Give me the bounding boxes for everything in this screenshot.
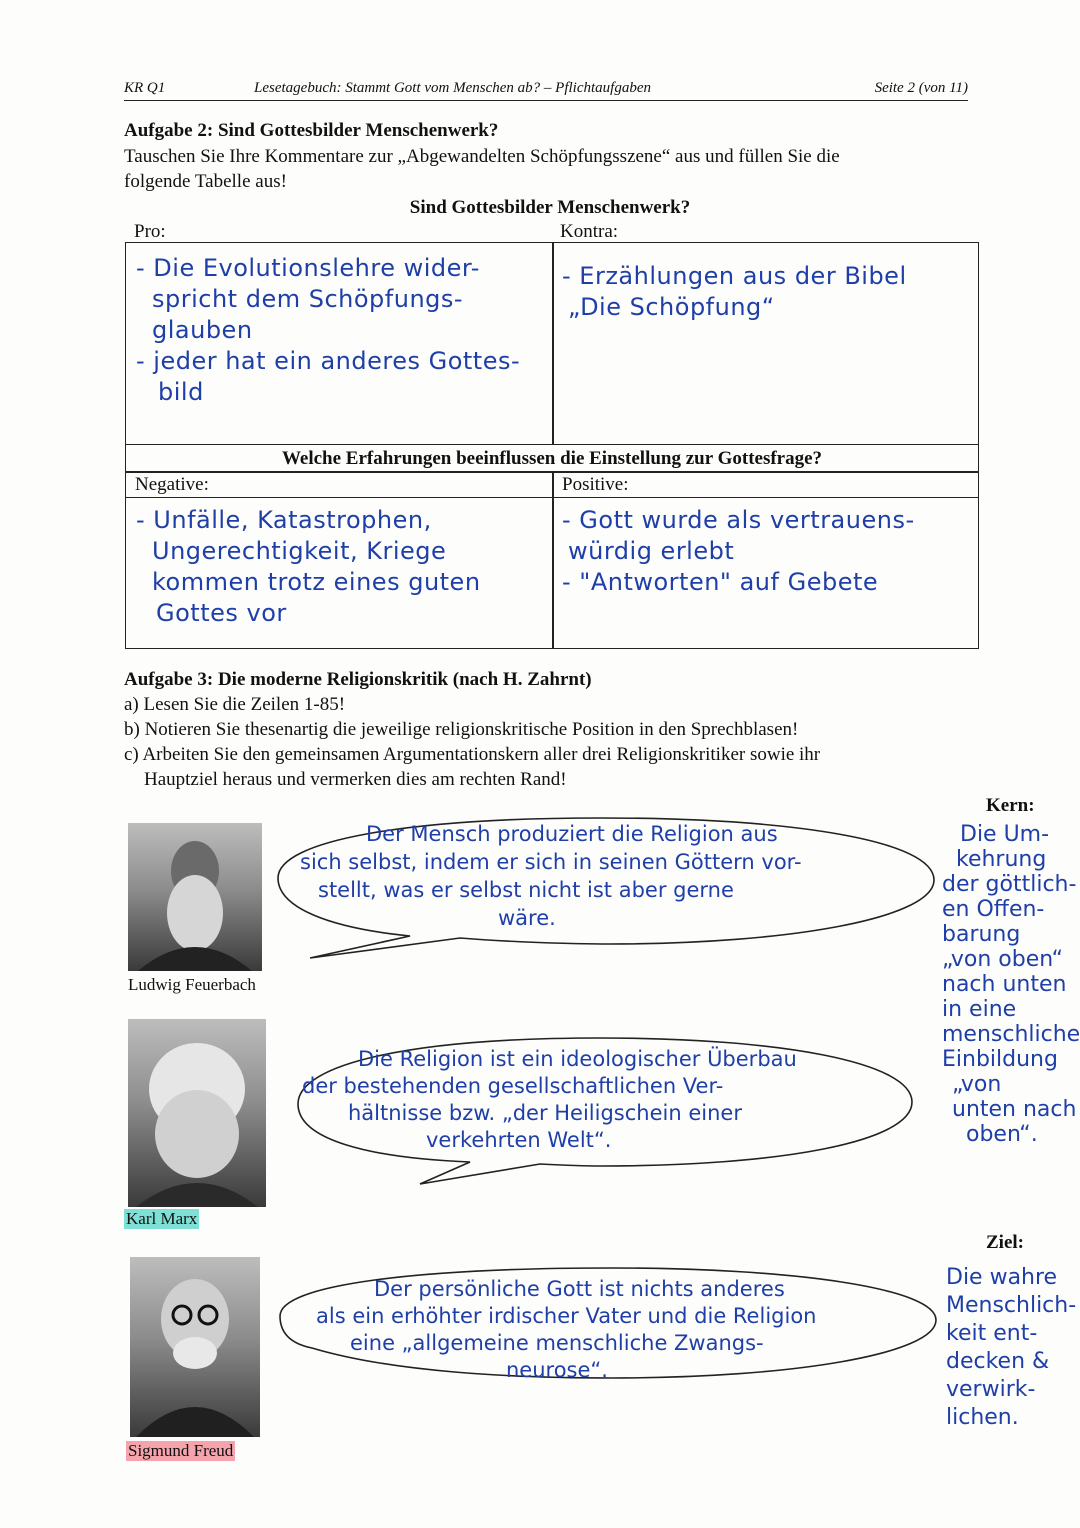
caption-freud: Sigmund Freud — [128, 1441, 234, 1460]
portrait-freud — [130, 1257, 260, 1437]
pro-line: glauben — [152, 316, 253, 344]
bubble-line: Der persönliche Gott ist nichts anderes — [374, 1277, 785, 1301]
negative-line: Ungerechtigkeit, Kriege — [152, 537, 447, 565]
portrait-marx — [128, 1019, 266, 1207]
course-code: KR Q1 — [124, 80, 166, 96]
task3-heading: Aufgabe 3: Die moderne Religionskritik (nach H. Zahrnt) — [124, 669, 592, 690]
task3-b: b) Notieren Sie thesenartig die jeweilige religionskritische Position in den Sprechblasen! — [124, 719, 799, 740]
bubble-line: wäre. — [498, 906, 556, 930]
kern-line: der göttlich- — [942, 872, 1077, 897]
column-divider — [552, 243, 554, 444]
ziel-line: keit ent- — [946, 1321, 1038, 1346]
ziel-line: verwirk- — [946, 1377, 1036, 1402]
kern-line: „von oben“ — [942, 947, 1063, 972]
pro-label: Pro: — [134, 221, 166, 242]
kern-line: nach unten — [942, 972, 1067, 997]
task3-c-2: Hauptziel heraus und vermerken dies am rechten Rand! — [144, 769, 567, 790]
negative-label: Negative: — [135, 474, 209, 495]
bubble-line: verkehrten Welt“. — [426, 1128, 612, 1152]
caption-feuerbach: Ludwig Feuerbach — [128, 975, 256, 994]
portrait-feuerbach — [128, 823, 262, 971]
negative-line: - Unfälle, Katastrophen, — [136, 506, 432, 534]
ziel-line: Die wahre — [946, 1265, 1058, 1290]
ziel-line: lichen. — [946, 1405, 1019, 1430]
experience-table — [125, 444, 979, 649]
contra-answers — [562, 261, 972, 323]
bubble-line: Die Religion ist ein ideologischer Überbau — [358, 1047, 797, 1071]
pro-line: bild — [158, 378, 204, 406]
ziel-label: Ziel: — [986, 1232, 1024, 1253]
positive-answers — [562, 505, 978, 598]
bubble-line: als ein erhöhter irdischer Vater und die Religion — [316, 1304, 817, 1328]
kern-line: unten nach — [952, 1097, 1077, 1122]
portrait-figure-icon — [128, 1019, 266, 1207]
kern-line: „von — [952, 1072, 1002, 1097]
bubble-line: neurose“. — [506, 1358, 608, 1382]
pro-contra-table — [125, 242, 979, 445]
negative-answers — [136, 505, 546, 629]
bubble-line: hältnisse bzw. „der Heiligschein einer — [348, 1101, 742, 1125]
kern-line: barung — [942, 922, 1021, 947]
bubble-text-freud — [316, 1276, 936, 1384]
positive-line: - "Antworten" auf Gebete — [562, 568, 879, 596]
positive-line: - Gott wurde als vertrauens- — [562, 506, 915, 534]
ziel-line: Menschlich- — [946, 1293, 1077, 1318]
bubble-line: eine „allgemeine menschliche Zwangs- — [350, 1331, 764, 1355]
kern-label: Kern: — [986, 795, 1035, 816]
pro-answers — [136, 253, 546, 408]
task2-instruction-2: folgende Tabelle aus! — [124, 171, 287, 192]
kern-line: en Offen- — [942, 897, 1045, 922]
task2-instruction-1: Tauschen Sie Ihre Kommentare zur „Abgewandelten Schöpfungsszene“ aus und füllen Sie die — [124, 146, 840, 167]
page-number: Seite 2 (von 11) — [874, 80, 968, 96]
bubble-line: Der Mensch produziert die Religion aus — [366, 822, 778, 846]
bubble-line: der bestehenden gesellschaftlichen Ver- — [302, 1074, 724, 1098]
pro-line: - jeder hat ein anderes Gottes- — [136, 347, 521, 375]
kern-notes — [942, 822, 1078, 1147]
kern-line: in eine — [942, 997, 1017, 1022]
document-title: Lesetagebuch: Stammt Gott vom Menschen ab? – Pflichtaufgaben — [254, 80, 652, 96]
task3-a: a) Lesen Sie die Zeilen 1-85! — [124, 694, 346, 715]
portrait-figure-icon — [130, 1257, 260, 1437]
column-divider — [552, 471, 554, 648]
page-header — [124, 80, 968, 101]
kern-line: Einbildung — [942, 1047, 1058, 1072]
kern-line: Die Um- — [960, 822, 1050, 847]
contra-line: „Die Schöpfung“ — [568, 293, 775, 321]
contra-line: - Erzählungen aus der Bibel — [562, 262, 907, 290]
contra-label: Kontra: — [560, 221, 619, 242]
portrait-figure-icon — [128, 823, 262, 971]
positive-label: Positive: — [562, 474, 629, 495]
pro-line: - Die Evolutionslehre wider- — [136, 254, 480, 282]
negative-line: kommen trotz eines guten — [152, 568, 481, 596]
positive-line: würdig erlebt — [568, 537, 735, 565]
negative-line: Gottes vor — [156, 599, 287, 627]
bubble-line: sich selbst, indem er sich in seinen Göttern vor- — [300, 850, 802, 874]
bubble-text-feuerbach — [300, 820, 910, 932]
pro-line: spricht dem Schöpfungs- — [152, 285, 464, 313]
bubble-text-marx — [302, 1046, 902, 1154]
caption-marx: Karl Marx — [126, 1209, 198, 1228]
experience-title: Welche Erfahrungen beeinflussen die Einstellung zur Gottesfrage? — [281, 448, 823, 469]
kern-line: kehrung — [956, 847, 1047, 872]
table-title: Sind Gottesbilder Menschenwerk? — [409, 197, 691, 218]
task2-heading: Aufgabe 2: Sind Gottesbilder Menschenwerk? — [124, 120, 499, 141]
kern-line: menschliche — [942, 1022, 1080, 1047]
ziel-notes — [946, 1264, 1078, 1432]
ziel-line: decken & — [946, 1349, 1050, 1374]
task3-c-1: c) Arbeiten Sie den gemeinsamen Argumentationskern aller drei Religionskritiker sowie ihr — [124, 744, 821, 765]
kern-line: oben“. — [966, 1122, 1038, 1147]
bubble-line: stellt, was er selbst nicht ist aber gerne — [318, 878, 734, 902]
